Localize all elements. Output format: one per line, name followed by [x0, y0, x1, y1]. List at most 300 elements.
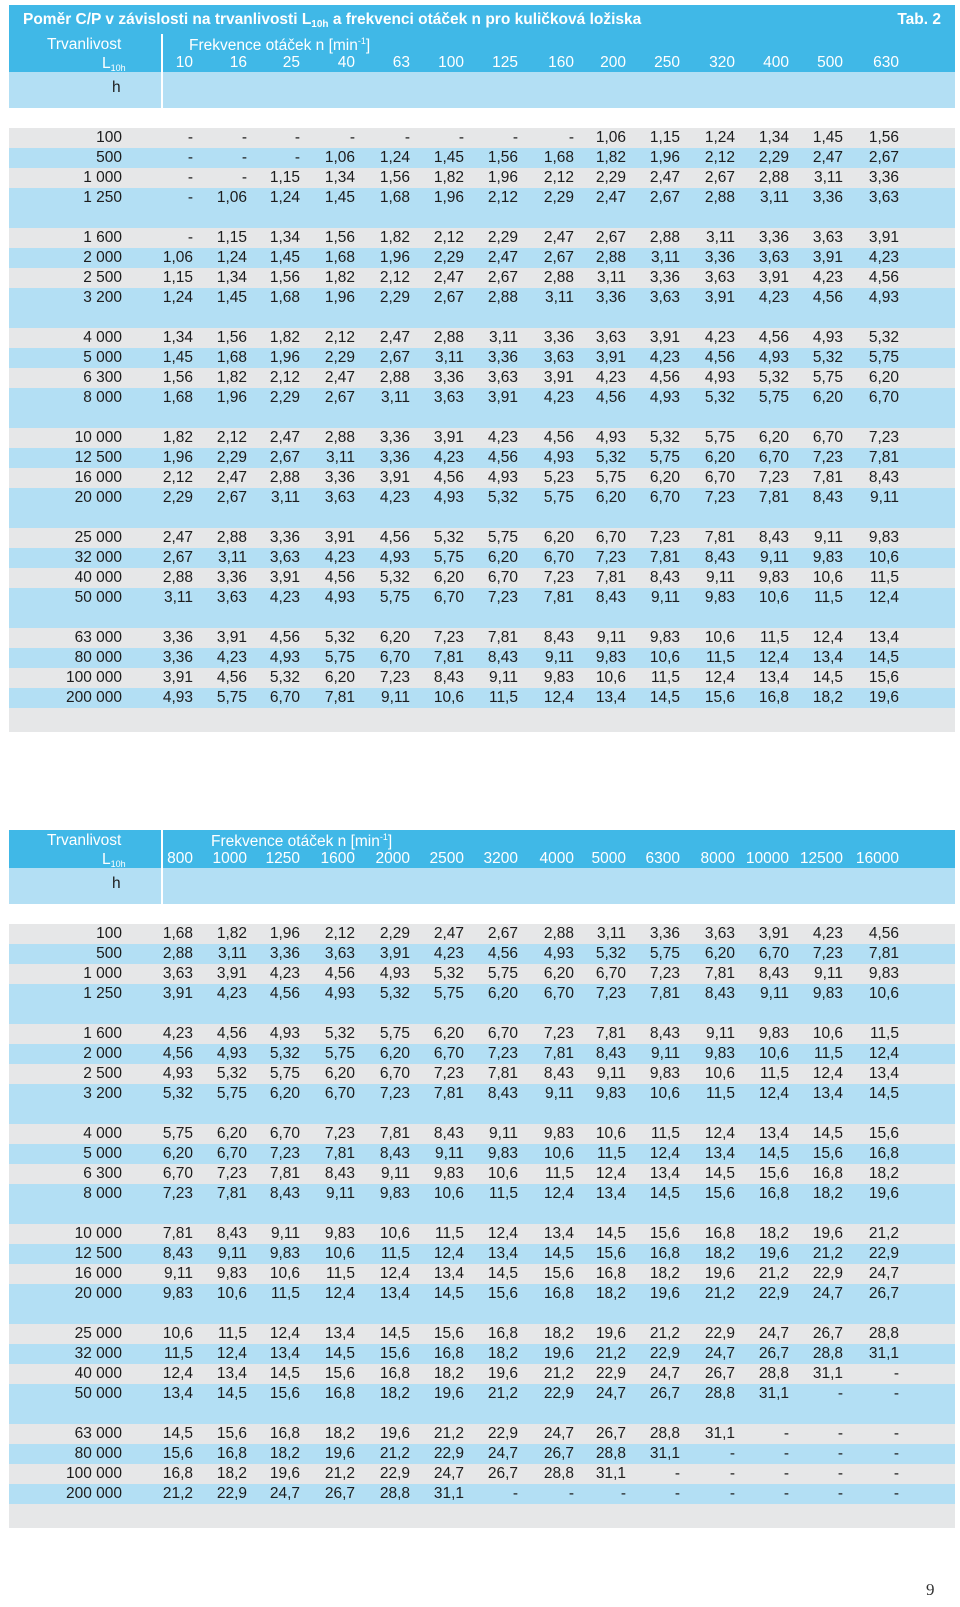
cp-ratio-cell: 4,23: [162, 1025, 193, 1042]
cp-ratio-cell: 7,81: [868, 449, 899, 466]
life-hours-cell: 2 000: [83, 249, 122, 266]
cp-ratio-cell: 28,8: [543, 1465, 574, 1482]
cp-ratio-cell: 3,91: [269, 569, 300, 586]
cp-ratio-cell: 2,88: [162, 945, 193, 962]
cp-ratio-cell: 2,47: [487, 249, 518, 266]
cp-ratio-cell: 16,8: [704, 1225, 735, 1242]
table-row: [9, 648, 955, 668]
cp-ratio-cell: 14,5: [649, 689, 680, 706]
cp-ratio-cell: 7,81: [543, 1045, 574, 1062]
cp-ratio-cell: 6,20: [595, 489, 626, 506]
frequency-value: 12500: [799, 850, 843, 867]
cp-ratio-cell: 7,23: [543, 569, 574, 586]
table-row: [9, 1144, 955, 1164]
table-row: [9, 228, 955, 248]
cp-ratio-cell: 9,83: [269, 1245, 300, 1262]
cp-ratio-cell: 12,4: [758, 1085, 789, 1102]
cp-ratio-cell: 10,6: [868, 985, 899, 1002]
cp-ratio-cell: 5,75: [812, 369, 843, 386]
cp-ratio-cell: 14,5: [162, 1425, 193, 1442]
cp-ratio-cell: 11,5: [380, 1245, 410, 1262]
row-spacer: [9, 1104, 955, 1124]
cp-ratio-cell: 18,2: [812, 1185, 843, 1202]
cp-ratio-cell: 7,81: [379, 1125, 410, 1142]
cp-ratio-cell: 13,4: [812, 649, 843, 666]
cp-ratio-cell: 12,4: [269, 1325, 300, 1342]
cp-ratio-cell: 10,6: [162, 1325, 193, 1342]
cp-ratio-cell: 19,6: [269, 1465, 300, 1482]
cp-ratio-cell: 6,20: [324, 669, 355, 686]
cp-ratio-cell: 15,6: [269, 1385, 300, 1402]
cp-ratio-cell: 15,6: [868, 669, 899, 686]
table-row: [9, 1244, 955, 1264]
frequency-value: 5000: [591, 850, 626, 867]
row-spacer: [9, 508, 955, 528]
cp-ratio-cell: 1,45: [324, 189, 355, 206]
cp-ratio-cell: 11,5: [705, 649, 735, 666]
cp-ratio-cell: 7,23: [433, 629, 464, 646]
cp-ratio-cell: 9,11: [380, 689, 410, 706]
row-spacer: [9, 208, 955, 228]
table-row: [9, 1284, 955, 1304]
cp-ratio-cell: 1,34: [162, 329, 193, 346]
cp-ratio-cell: 4,56: [868, 269, 899, 286]
cp-ratio-cell: 4,93: [758, 349, 789, 366]
cp-ratio-cell: 7,81: [324, 689, 355, 706]
cp-ratio-cell: 3,63: [269, 549, 300, 566]
cp-ratio-cell: 7,81: [433, 649, 464, 666]
life-hours-cell: 63 000: [74, 1425, 122, 1442]
cp-ratio-cell: 10,6: [758, 1045, 789, 1062]
life-hours-cell: 63 000: [74, 629, 122, 646]
cp-ratio-cell: 8,43: [649, 569, 680, 586]
cp-ratio-cell: 4,23: [704, 329, 735, 346]
cp-ratio-cell: 28,8: [758, 1365, 789, 1382]
cp-ratio-cell: 6,20: [216, 1125, 247, 1142]
cp-ratio-cell: 19,6: [758, 1245, 789, 1262]
cp-ratio-cell: 4,56: [216, 1025, 247, 1042]
cp-ratio-cell: 31,1: [704, 1425, 735, 1442]
cp-ratio-cell: 6,20: [269, 1085, 300, 1102]
cp-ratio-cell: 5,32: [649, 429, 680, 446]
cp-ratio-cell: -: [458, 129, 464, 146]
cp-ratio-cell: -: [187, 129, 193, 146]
cp-ratio-cell: 2,47: [324, 369, 355, 386]
cp-ratio-cell: 8,43: [162, 1245, 193, 1262]
cp-ratio-cell: 5,32: [812, 349, 843, 366]
cp-ratio-cell: 2,88: [162, 569, 193, 586]
page-number: 9: [926, 1580, 935, 1599]
cp-ratio-cell: 5,32: [162, 1085, 193, 1102]
cp-ratio-cell: 2,47: [812, 149, 843, 166]
row-spacer: [9, 1404, 955, 1424]
frequency-value: 125: [492, 54, 518, 71]
cp-ratio-cell: 19,6: [595, 1325, 626, 1342]
life-hours-cell: 16 000: [74, 1265, 122, 1282]
cp-ratio-cell: 18,2: [379, 1385, 410, 1402]
cp-ratio-cell: 13,4: [433, 1265, 464, 1282]
cp-ratio-cell: 2,67: [487, 925, 518, 942]
table-row: [9, 984, 955, 1004]
cp-ratio-cell: 21,2: [487, 1385, 518, 1402]
row-spacer: [9, 904, 955, 924]
life-hours-cell: 6 300: [83, 1165, 122, 1182]
cp-ratio-cell: 22,9: [379, 1465, 410, 1482]
cp-ratio-cell: 14,5: [543, 1245, 574, 1262]
cp-ratio-cell: 4,93: [649, 389, 680, 406]
cp-ratio-cell: 4,56: [162, 1045, 193, 1062]
cp-ratio-cell: 7,81: [704, 529, 735, 546]
cp-ratio-cell: 15,6: [595, 1245, 626, 1262]
cp-ratio-cell: 9,11: [813, 529, 843, 546]
life-hours-cell: 1 000: [83, 965, 122, 982]
life-hours-cell: 12 500: [74, 1245, 122, 1262]
cp-ratio-cell: 3,63: [216, 589, 247, 606]
cp-ratio-cell: 18,2: [758, 1225, 789, 1242]
cp-ratio-cell: 3,91: [868, 229, 899, 246]
cp-ratio-cell: 24,7: [649, 1365, 680, 1382]
cp-ratio-cell: 11,5: [434, 1225, 464, 1242]
cp-ratio-cell: 4,23: [433, 449, 464, 466]
cp-ratio-cell: 3,36: [704, 249, 735, 266]
cp-ratio-cell: 16,8: [162, 1465, 193, 1482]
cp-ratio-cell: 2,67: [487, 269, 518, 286]
cp-ratio-cell: 9,11: [705, 1025, 735, 1042]
cp-ratio-cell: 2,88: [324, 429, 355, 446]
cp-ratio-cell: 9,11: [813, 965, 843, 982]
cp-ratio-cell: 22,9: [758, 1285, 789, 1302]
cp-ratio-cell: 3,36: [269, 945, 300, 962]
cp-ratio-cell: 16,8: [324, 1385, 355, 1402]
cp-ratio-cell: 1,82: [379, 229, 410, 246]
frequency-value: 25: [282, 54, 300, 71]
life-hours-cell: 1 250: [83, 985, 122, 1002]
cp-ratio-cell: -: [837, 1385, 843, 1402]
cp-ratio-cell: 8,43: [543, 629, 574, 646]
cp-ratio-cell: 3,36: [324, 469, 355, 486]
frequency-value: 630: [873, 54, 899, 71]
frequency-value: 1250: [265, 850, 300, 867]
cp-ratio-cell: -: [294, 149, 300, 166]
cp-ratio-cell: -: [837, 1445, 843, 1462]
cp-ratio-cell: 16,8: [758, 1185, 789, 1202]
cp-ratio-cell: 5,32: [324, 629, 355, 646]
frequency-value: 10: [175, 54, 193, 71]
cp-ratio-cell: 7,23: [379, 669, 410, 686]
life-hours-cell: 8 000: [83, 1185, 122, 1202]
cp-ratio-cell: 5,75: [379, 1025, 410, 1042]
cp-ratio-cell: 21,2: [868, 1225, 899, 1242]
cp-ratio-cell: 10,6: [649, 649, 680, 666]
frequency-header: Frekvence otáček n $[\min^{-1}]$: [189, 36, 371, 54]
cp-ratio-cell: -: [893, 1425, 899, 1442]
cp-ratio-cell: -: [783, 1465, 789, 1482]
table-row: [9, 368, 955, 388]
cp-ratio-cell: 3,11: [488, 329, 518, 346]
frequency-value: 100: [438, 54, 464, 71]
cp-ratio-cell: 3,11: [325, 449, 355, 466]
cp-ratio-cell: 14,5: [649, 1185, 680, 1202]
cp-ratio-cell: 4,93: [324, 589, 355, 606]
cp-ratio-cell: 3,91: [595, 349, 626, 366]
cp-ratio-cell: 6,70: [433, 589, 464, 606]
table-subheader: [9, 868, 955, 904]
cp-ratio-cell: 9,11: [434, 1145, 464, 1162]
cp-ratio-cell: 7,81: [812, 469, 843, 486]
frequency-value: 200: [600, 54, 626, 71]
cp-ratio-cell: 26,7: [324, 1485, 355, 1502]
life-hours-cell: 1 000: [83, 169, 122, 186]
cp-ratio-cell: 5,32: [704, 389, 735, 406]
cp-ratio-cell: 1,24: [379, 149, 410, 166]
cp-ratio-cell: 4,23: [758, 289, 789, 306]
cp-ratio-cell: 2,29: [379, 925, 410, 942]
cp-ratio-cell: 1,82: [216, 369, 247, 386]
cp-ratio-cell: 1,96: [649, 149, 680, 166]
cp-ratio-cell: 3,36: [649, 269, 680, 286]
cp-ratio-cell: 10,6: [216, 1285, 247, 1302]
life-hours-cell: 5 000: [83, 349, 122, 366]
cp-ratio-cell: 3,11: [813, 169, 843, 186]
cp-ratio-cell: 16,8: [595, 1265, 626, 1282]
cp-ratio-cell: 28,8: [704, 1385, 735, 1402]
cp-ratio-cell: 5,75: [868, 349, 899, 366]
cp-ratio-cell: 10,6: [812, 569, 843, 586]
cp-ratio-cell: 2,47: [543, 229, 574, 246]
cp-ratio-cell: 19,6: [543, 1345, 574, 1362]
cp-ratio-cell: 1,68: [162, 925, 193, 942]
cp-ratio-cell: 1,56: [216, 329, 247, 346]
cp-ratio-cell: 24,7: [704, 1345, 735, 1362]
table-row: [9, 468, 955, 488]
cp-ratio-cell: 14,5: [433, 1285, 464, 1302]
cp-ratio-cell: 7,81: [595, 569, 626, 586]
cp-ratio-cell: 9,83: [379, 1185, 410, 1202]
cp-ratio-cell: 3,91: [379, 469, 410, 486]
cp-ratio-cell: 12,4: [595, 1165, 626, 1182]
cp-ratio-cell: 7,81: [758, 489, 789, 506]
cp-ratio-cell: 12,4: [162, 1365, 193, 1382]
cp-ratio-cell: 5,32: [379, 569, 410, 586]
cp-ratio-cell: 2,29: [162, 489, 193, 506]
cp-ratio-cell: 2,47: [595, 189, 626, 206]
life-hours-cell: 200 000: [65, 689, 122, 706]
row-spacer: [9, 608, 955, 628]
cp-ratio-cell: -: [404, 129, 410, 146]
table-row: [9, 1444, 955, 1464]
table-row: [9, 628, 955, 648]
cp-ratio-cell: 2,67: [704, 169, 735, 186]
cp-ratio-cell: 1,82: [162, 429, 193, 446]
life-hours-cell: 1 600: [83, 1025, 122, 1042]
cp-ratio-cell: 2,67: [433, 289, 464, 306]
table-row: [9, 944, 955, 964]
cp-ratio-cell: 6,70: [543, 549, 574, 566]
cp-ratio-cell: 4,23: [379, 489, 410, 506]
table-row: [9, 1264, 955, 1284]
cp-ratio-cell: 1,68: [379, 189, 410, 206]
cp-ratio-cell: 6,20: [704, 449, 735, 466]
cp-ratio-cell: 9,83: [868, 529, 899, 546]
cp-ratio-cell: -: [187, 229, 193, 246]
cp-ratio-cell: -: [729, 1445, 735, 1462]
cp-ratio-cell: -: [729, 1485, 735, 1502]
cp-ratio-cell: 6,70: [649, 489, 680, 506]
cp-ratio-cell: 6,20: [162, 1145, 193, 1162]
cp-ratio-cell: 6,70: [812, 429, 843, 446]
cp-ratio-cell: 6,20: [487, 549, 518, 566]
table-row: [9, 1484, 955, 1504]
cp-ratio-cell: 6,70: [868, 389, 899, 406]
cp-ratio-cell: 15,6: [216, 1425, 247, 1442]
cp-ratio-cell: 1,24: [216, 249, 247, 266]
cp-ratio-cell: 26,7: [649, 1385, 680, 1402]
cp-ratio-cell: 9,83: [324, 1225, 355, 1242]
cp-ratio-cell: 22,9: [649, 1345, 680, 1362]
cp-ratio-cell: 4,93: [324, 985, 355, 1002]
cp-ratio-cell: 1,06: [216, 189, 247, 206]
cp-ratio-cell: 2,29: [595, 169, 626, 186]
cp-ratio-cell: 16,8: [758, 689, 789, 706]
cp-ratio-cell: 21,2: [649, 1325, 680, 1342]
cp-ratio-cell: 3,11: [596, 925, 626, 942]
cp-ratio-cell: 13,4: [269, 1345, 300, 1362]
cp-ratio-cell: 4,93: [162, 689, 193, 706]
cp-ratio-cell: 2,47: [433, 269, 464, 286]
cp-ratio-cell: -: [783, 1425, 789, 1442]
cp-ratio-cell: 22,9: [543, 1385, 574, 1402]
cp-ratio-cell: 9,83: [595, 649, 626, 666]
cp-ratio-cell: 5,32: [868, 329, 899, 346]
cp-ratio-cell: -: [783, 1485, 789, 1502]
cp-ratio-cell: 2,67: [543, 249, 574, 266]
cp-ratio-cell: -: [893, 1465, 899, 1482]
cp-ratio-cell: 6,20: [543, 965, 574, 982]
frequency-value: 3200: [483, 850, 518, 867]
cp-ratio-cell: 2,88: [704, 189, 735, 206]
cp-ratio-cell: 2,12: [324, 329, 355, 346]
cp-ratio-cell: 8,43: [379, 1145, 410, 1162]
cp-ratio-cell: 1,96: [379, 249, 410, 266]
cp-ratio-cell: -: [893, 1445, 899, 1462]
cp-ratio-cell: 3,63: [543, 349, 574, 366]
cp-ratio-cell: 26,7: [868, 1285, 899, 1302]
cp-ratio-cell: 4,56: [649, 369, 680, 386]
cp-ratio-cell: 31,1: [433, 1485, 464, 1502]
cp-ratio-cell: 31,1: [758, 1385, 789, 1402]
cp-ratio-cell: 1,34: [216, 269, 247, 286]
hours-unit-label: h: [112, 875, 121, 892]
cp-ratio-cell: 10,6: [433, 689, 464, 706]
cp-ratio-cell: 8,43: [758, 965, 789, 982]
cp-ratio-cell: 3,63: [704, 269, 735, 286]
life-hours-cell: 10 000: [74, 429, 122, 446]
cp-ratio-cell: 4,56: [324, 569, 355, 586]
cp-ratio-cell: 8,43: [758, 529, 789, 546]
frequency-value: 160: [548, 54, 574, 71]
cp-ratio-cell: 2,47: [433, 925, 464, 942]
cp-ratio-cell: 4,56: [487, 449, 518, 466]
cp-ratio-cell: 14,5: [269, 1365, 300, 1382]
cp-ratio-cell: 3,91: [487, 389, 518, 406]
cp-ratio-cell: 16,8: [812, 1165, 843, 1182]
cp-ratio-cell: 1,56: [487, 149, 518, 166]
cp-ratio-cell: 28,8: [379, 1485, 410, 1502]
table-row: [9, 268, 955, 288]
cp-ratio-cell: -: [187, 189, 193, 206]
cp-ratio-cell: 5,75: [649, 945, 680, 962]
cp-ratio-cell: 6,70: [269, 689, 300, 706]
cp-ratio-cell: 9,11: [705, 569, 735, 586]
cp-ratio-cell: 3,36: [543, 329, 574, 346]
cp-ratio-cell: 4,93: [704, 369, 735, 386]
cp-ratio-cell: 12,4: [704, 669, 735, 686]
cp-ratio-cell: 9,83: [704, 589, 735, 606]
cp-ratio-cell: 11,5: [869, 1025, 899, 1042]
cp-ratio-cell: 3,91: [812, 249, 843, 266]
cp-ratio-cell: 12,4: [216, 1345, 247, 1362]
life-hours-cell: 25 000: [74, 529, 122, 546]
cp-ratio-cell: 5,32: [433, 529, 464, 546]
cp-ratio-cell: 4,56: [269, 985, 300, 1002]
table-row: [9, 388, 955, 408]
cp-ratio-cell: 10,6: [868, 549, 899, 566]
life-column-header: Trvanlivost: [47, 832, 122, 849]
cp-ratio-cell: -: [187, 149, 193, 166]
cp-ratio-cell: 1,15: [649, 129, 680, 146]
cp-ratio-cell: 7,23: [649, 529, 680, 546]
cp-ratio-cell: 9,11: [270, 1225, 300, 1242]
cp-ratio-cell: -: [837, 1465, 843, 1482]
table-row: [9, 1024, 955, 1044]
cp-ratio-cell: 3,91: [162, 669, 193, 686]
cp-ratio-cell: 10,6: [324, 1245, 355, 1262]
cp-ratio-cell: 14,5: [324, 1345, 355, 1362]
cp-ratio-cell: 4,56: [812, 289, 843, 306]
cp-ratio-cell: 2,88: [758, 169, 789, 186]
cp-ratio-cell: 1,24: [162, 289, 193, 306]
cp-ratio-cell: 12,4: [379, 1265, 410, 1282]
life-hours-cell: 100: [96, 129, 122, 146]
cp-ratio-cell: 21,2: [704, 1285, 735, 1302]
cp-ratio-cell: 7,81: [704, 965, 735, 982]
life-hours-cell: 4 000: [83, 1125, 122, 1142]
cp-ratio-cell: 4,23: [433, 945, 464, 962]
cp-ratio-cell: 3,91: [758, 269, 789, 286]
cp-ratio-cell: -: [512, 1485, 518, 1502]
life-hours-cell: 3 200: [83, 1085, 122, 1102]
cp-ratio-cell: 11,5: [759, 1065, 789, 1082]
table-row: [9, 288, 955, 308]
cp-ratio-cell: 26,7: [812, 1325, 843, 1342]
cp-ratio-cell: 7,81: [324, 1145, 355, 1162]
cp-ratio-cell: 5,75: [324, 649, 355, 666]
cp-ratio-cell: 4,56: [758, 329, 789, 346]
cp-ratio-cell: 3,36: [433, 369, 464, 386]
table-row: [9, 688, 955, 708]
cp-ratio-cell: 8,43: [487, 1085, 518, 1102]
cp-ratio-cell: 4,56: [269, 629, 300, 646]
cp-ratio-cell: 10,6: [487, 1165, 518, 1182]
cp-ratio-cell: 9,11: [488, 669, 518, 686]
cp-ratio-cell: 6,70: [216, 1145, 247, 1162]
row-spacer: [9, 1304, 955, 1324]
cp-ratio-cell: 18,2: [433, 1365, 464, 1382]
table-row: [9, 1164, 955, 1184]
cp-ratio-cell: 12,4: [543, 689, 574, 706]
cp-ratio-cell: 7,23: [543, 1025, 574, 1042]
cp-ratio-cell: 9,83: [812, 549, 843, 566]
